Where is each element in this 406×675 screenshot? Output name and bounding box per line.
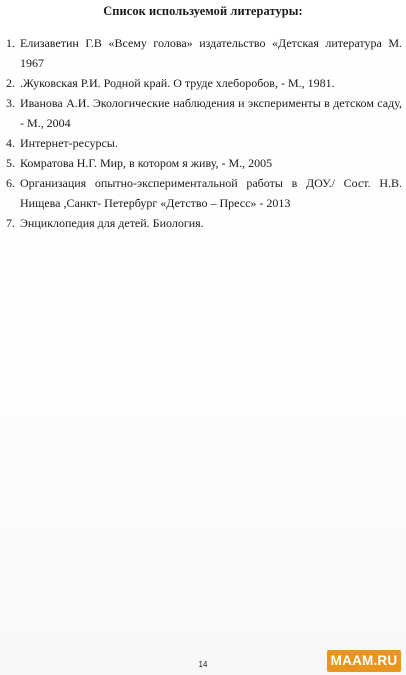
list-item (6, 133, 402, 153)
list-item (6, 213, 402, 233)
reference-list (6, 33, 402, 233)
page-number: 14 (198, 660, 208, 669)
reference-text: Комратова Н.Г. Мир, в котором я живу, - М., 2005 (20, 156, 273, 170)
list-item (6, 33, 402, 73)
reference-text: .Жуковская Р.И. Родной край. О труде хлеборобов, - М., 1981. (20, 76, 335, 90)
page-title: Список используемой литературы: (103, 4, 303, 18)
reference-number: 2. (6, 76, 15, 90)
reference-number: 5. (6, 156, 15, 170)
reference-number: 7. (6, 216, 15, 230)
list-item (6, 93, 402, 133)
reference-number: 1. (6, 36, 15, 50)
reference-number: 3. (6, 96, 15, 110)
list-item (6, 73, 402, 93)
watermark-logo: MAAM.RU (327, 650, 401, 672)
list-item (6, 173, 402, 213)
reference-text: Энциклопедия для детей. Биология. (20, 216, 204, 230)
reference-number: 4. (6, 136, 15, 150)
reference-text: Организация опытно-экспериментальной работы в ДОУ./ Сост. Н.В. Нищева ,Санкт- Петербург «Детство – Пресс» - 2013 (20, 176, 402, 210)
reference-text: Иванова А.И. Экологические наблюдения и эксперименты в детском саду, - М., 2004 (20, 96, 402, 130)
reference-text: Елизаветин Г.В «Всему голова» издательство «Детская литература М. 1967 (20, 36, 402, 70)
reference-number: 6. (6, 176, 15, 190)
reference-text: Интернет-ресурсы. (20, 136, 118, 150)
list-item (6, 153, 402, 173)
